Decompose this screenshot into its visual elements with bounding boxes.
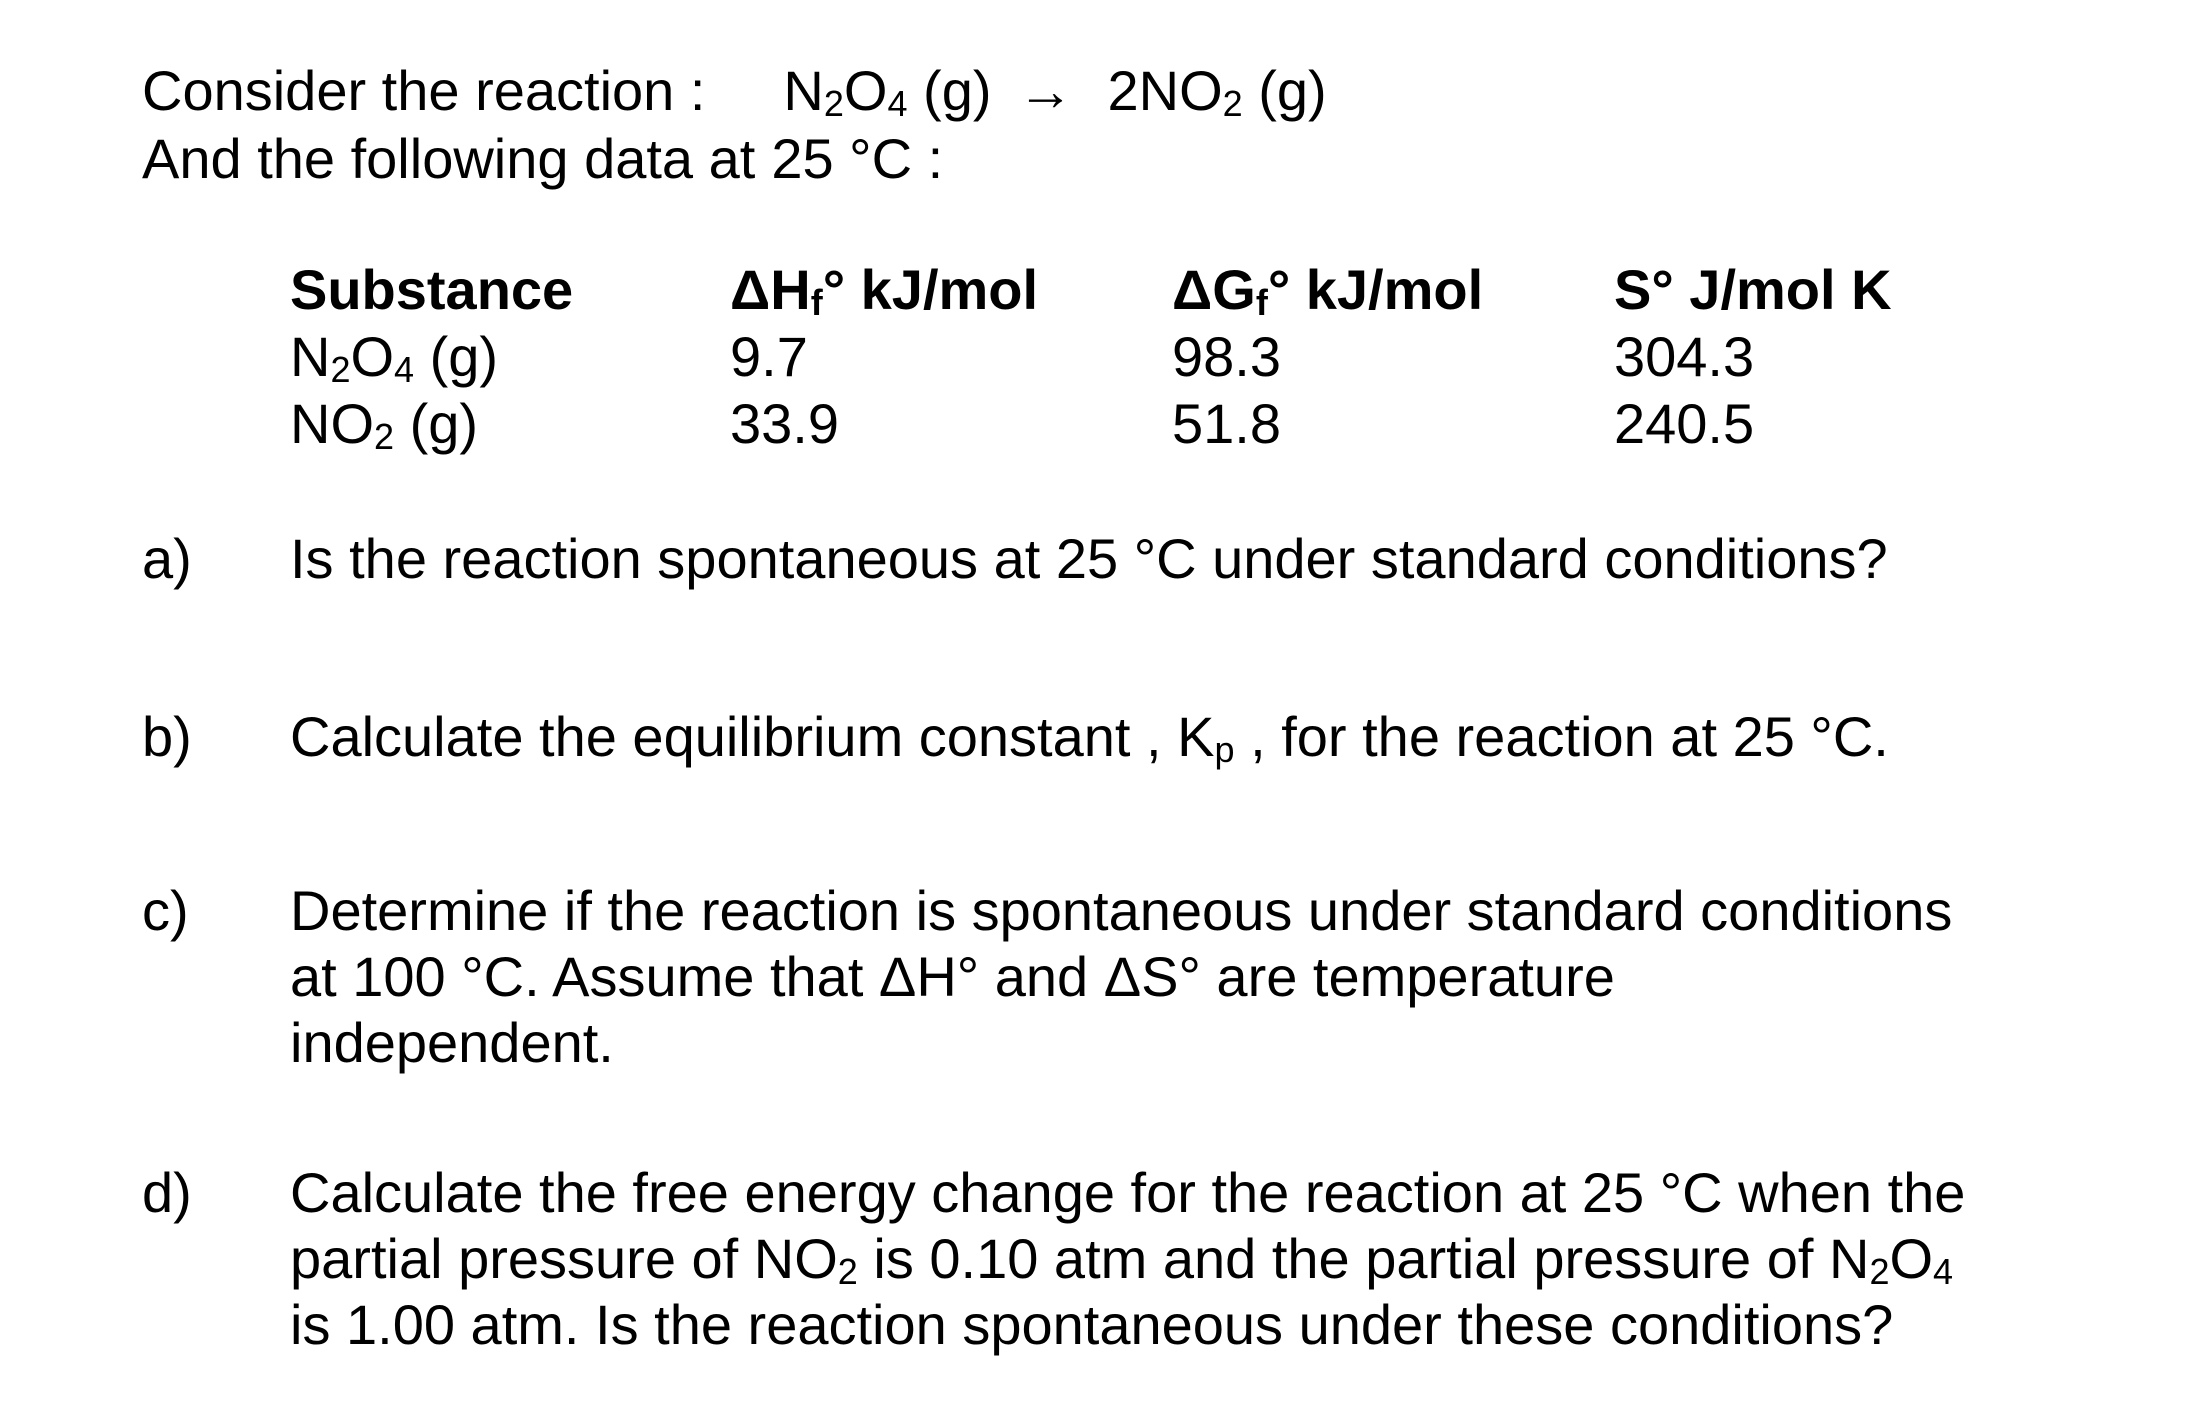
- table-cell-entropy: 304.3: [1614, 325, 1755, 388]
- question-d-label: d): [142, 1161, 192, 1224]
- header-entropy: S° J/mol K: [1614, 258, 1892, 321]
- header-delta-g: $\Delta G_f^\circ$ kJ/mol: [1172, 258, 1484, 323]
- table-row-substance: $N_2O_4$ (g): [290, 325, 499, 390]
- intro-line-reaction: [142, 58, 1327, 124]
- question-b-text: Calculate the equilibrium constant , $K_p$ , for the reaction at 25 °C.: [290, 705, 1889, 770]
- table-cell-delta-g: 51.8: [1172, 392, 1281, 455]
- question-d-text: Calculate the free energy change for the reaction at 25 °C when the partial pressure of $NO_2$ is 0.10 atm and the partial pressure of $N_2O_4$ is 1.00 atm. Is the reaction spontaneous under these conditions?: [290, 1161, 1966, 1356]
- table-cell-delta-h: 33.9: [730, 392, 839, 455]
- table-cell-delta-h: 9.7: [730, 325, 808, 388]
- intro-label: Consider the reaction :: [142, 59, 706, 122]
- table-cell-entropy: 240.5: [1614, 392, 1755, 455]
- intro-line-data: And the following data at 25 °C :: [142, 127, 944, 190]
- reaction-arrow-icon: →: [1017, 59, 1074, 122]
- question-a-text: Is the reaction spontaneous at 25 °C under standard conditions?: [290, 527, 1888, 590]
- question-c-text: Determine if the reaction is spontaneous under standard conditions at 100 °C. Assume that ΔH° and ΔS° are temperature independent.: [290, 879, 1953, 1074]
- question-b-label: b): [142, 705, 192, 768]
- table-cell-delta-g: 98.3: [1172, 325, 1281, 388]
- question-a-label: a): [142, 527, 192, 590]
- question-c-label: c): [142, 879, 189, 942]
- table-row-substance: $NO_2$ (g): [290, 392, 479, 457]
- header-delta-h: $\Delta H_f^\circ$ kJ/mol: [730, 258, 1039, 323]
- header-substance: Substance: [290, 258, 574, 321]
- reaction-equation: $N_2O_4$ $(g) \to 2NO_2$ (g): [783, 59, 1327, 124]
